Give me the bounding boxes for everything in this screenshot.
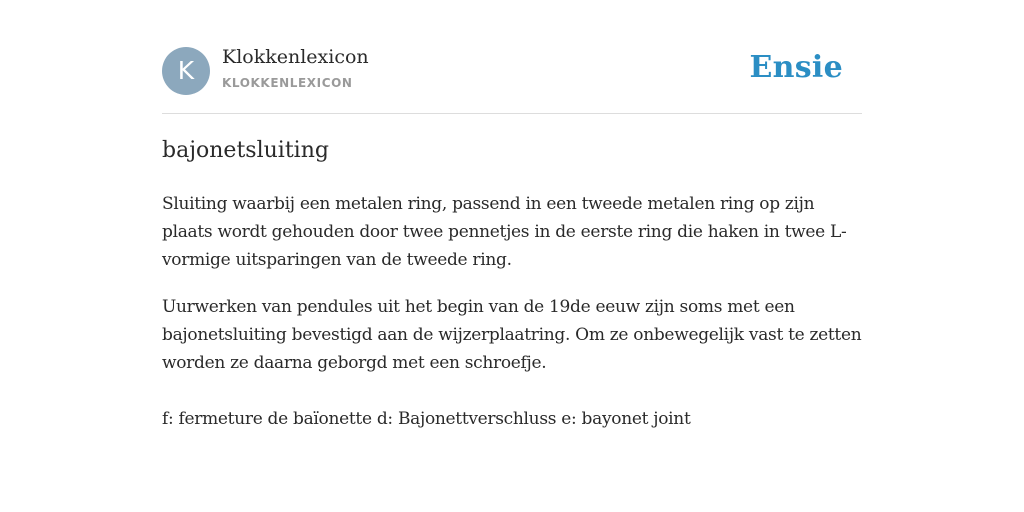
source-avatar[interactable]: K	[162, 47, 210, 95]
definition-paragraph: Sluiting waarbij een metalen ring, passend in een tweede metalen ring op zijn plaats wordt gehouden door twee pennetjes in de eerste ring die haken in twee L-vormige uitsparingen van de tweede ring.	[162, 194, 847, 270]
source-name[interactable]: Klokkenlexicon	[222, 46, 369, 68]
entry-term: bajonetsluiting	[162, 138, 329, 163]
definition-paragraph: Uurwerken van pendules uit het begin van de 19de eeuw zijn soms met een bajonetsluiting bevestigd aan de wijzerplaatring. Om ze onbewegelijk vast te zetten worden ze daarna geborgd met een schroefje.	[162, 297, 862, 373]
header-divider	[162, 113, 862, 114]
source-subtitle: KLOKKENLEXICON	[222, 76, 353, 90]
translations-paragraph: f: fermeture de baïonette d: Bajonettverschluss e: bayonet joint	[162, 409, 691, 429]
source-header	[162, 46, 862, 96]
entry-definition	[162, 190, 862, 433]
ensie-logo[interactable]: Ensie	[749, 50, 843, 85]
